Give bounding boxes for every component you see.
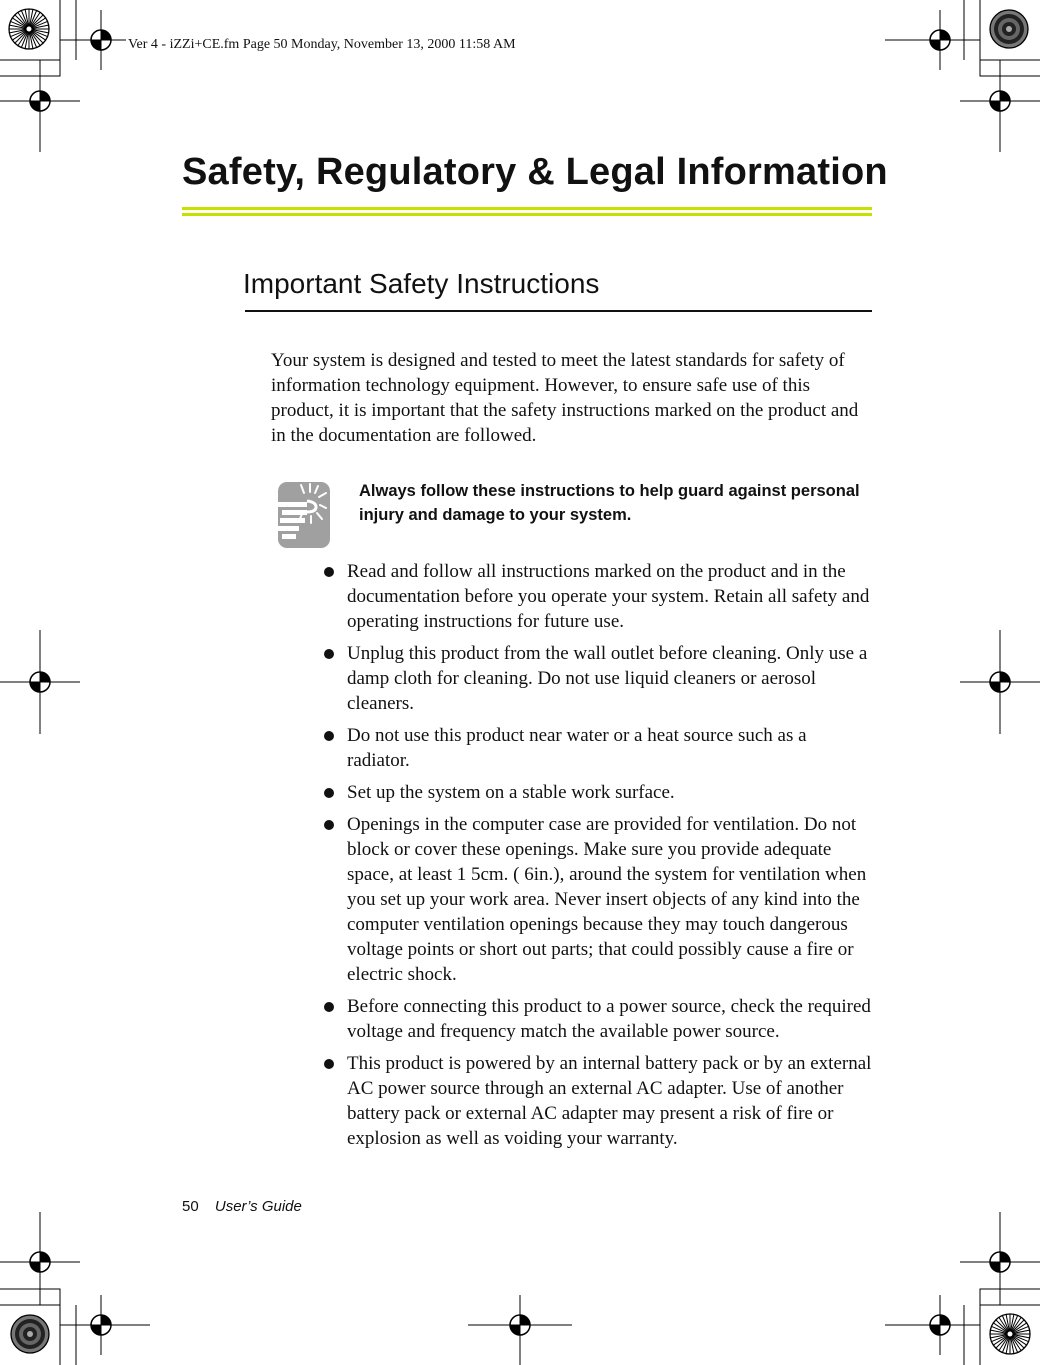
list-item-text: Set up the system on a stable work surface. <box>347 782 675 803</box>
bullet-icon <box>324 1002 334 1012</box>
safety-note: Always follow these instructions to help guard against personal injury and damage to your system. <box>359 482 860 524</box>
title-rule <box>182 207 872 210</box>
warning-hand-icon <box>277 480 331 550</box>
guide-title: User’s Guide <box>214 1198 302 1215</box>
list-item <box>322 780 874 805</box>
bullet-icon <box>324 731 334 741</box>
list-item <box>322 641 874 716</box>
section-title: Important Safety Instructions <box>243 268 600 299</box>
bullet-icon <box>324 788 334 798</box>
list-item <box>322 559 874 634</box>
section-rule <box>245 310 872 312</box>
title-rule <box>182 213 872 216</box>
intro-paragraph: Your system is designed and tested to meet the latest standards for safety of information technology equipment. However, to ensure safe use of this product, it is important that the safety instructions marked on the product and in the documentation are followed. <box>271 350 859 446</box>
bullet-icon <box>324 1059 334 1069</box>
page-number: 50 <box>182 1198 199 1215</box>
list-item-text: Before connecting this product to a power source, check the required voltage and frequency match the available power source. <box>347 996 871 1042</box>
print-header: Ver 4 - iZZi+CE.fm Page 50 Monday, November 13, 2000 11:58 AM <box>128 37 516 52</box>
bullet-icon <box>324 820 334 830</box>
list-item <box>322 1051 874 1151</box>
bullet-icon <box>324 567 334 577</box>
list-item-text: Unplug this product from the wall outlet before cleaning. Only use a damp cloth for cleaning. Do not use liquid cleaners or aerosol cleaners. <box>347 643 868 714</box>
list-item-text: Do not use this product near water or a heat source such as a radiator. <box>347 725 807 771</box>
chapter-title: Safety, Regulatory & Legal Information <box>182 151 888 193</box>
list-item <box>322 812 874 987</box>
list-item <box>322 723 874 773</box>
safety-instructions-list <box>322 559 874 1158</box>
list-item <box>322 994 874 1044</box>
bullet-icon <box>324 649 334 659</box>
list-item-text: This product is powered by an internal battery pack or by an external AC power source through an external AC adapter. Use of another battery pack or external AC adapter may present a risk of fire or explosion as well as voiding your warranty. <box>347 1053 872 1149</box>
list-item-text: Read and follow all instructions marked on the product and in the documentation before you operate your system. Retain all safety and operating instructions for future use. <box>347 561 870 632</box>
list-item-text: Openings in the computer case are provided for ventilation. Do not block or cover these openings. Make sure you provide adequate space, at least 1 5cm. ( 6in.), around the system for ventilation when you set up your work area. Never insert objects of any kind into the computer ventilation openings because they may touch dangerous voltage points or short out parts; that could possibly cause a fire or electric shock. <box>347 814 867 985</box>
page-footer <box>182 1198 302 1215</box>
